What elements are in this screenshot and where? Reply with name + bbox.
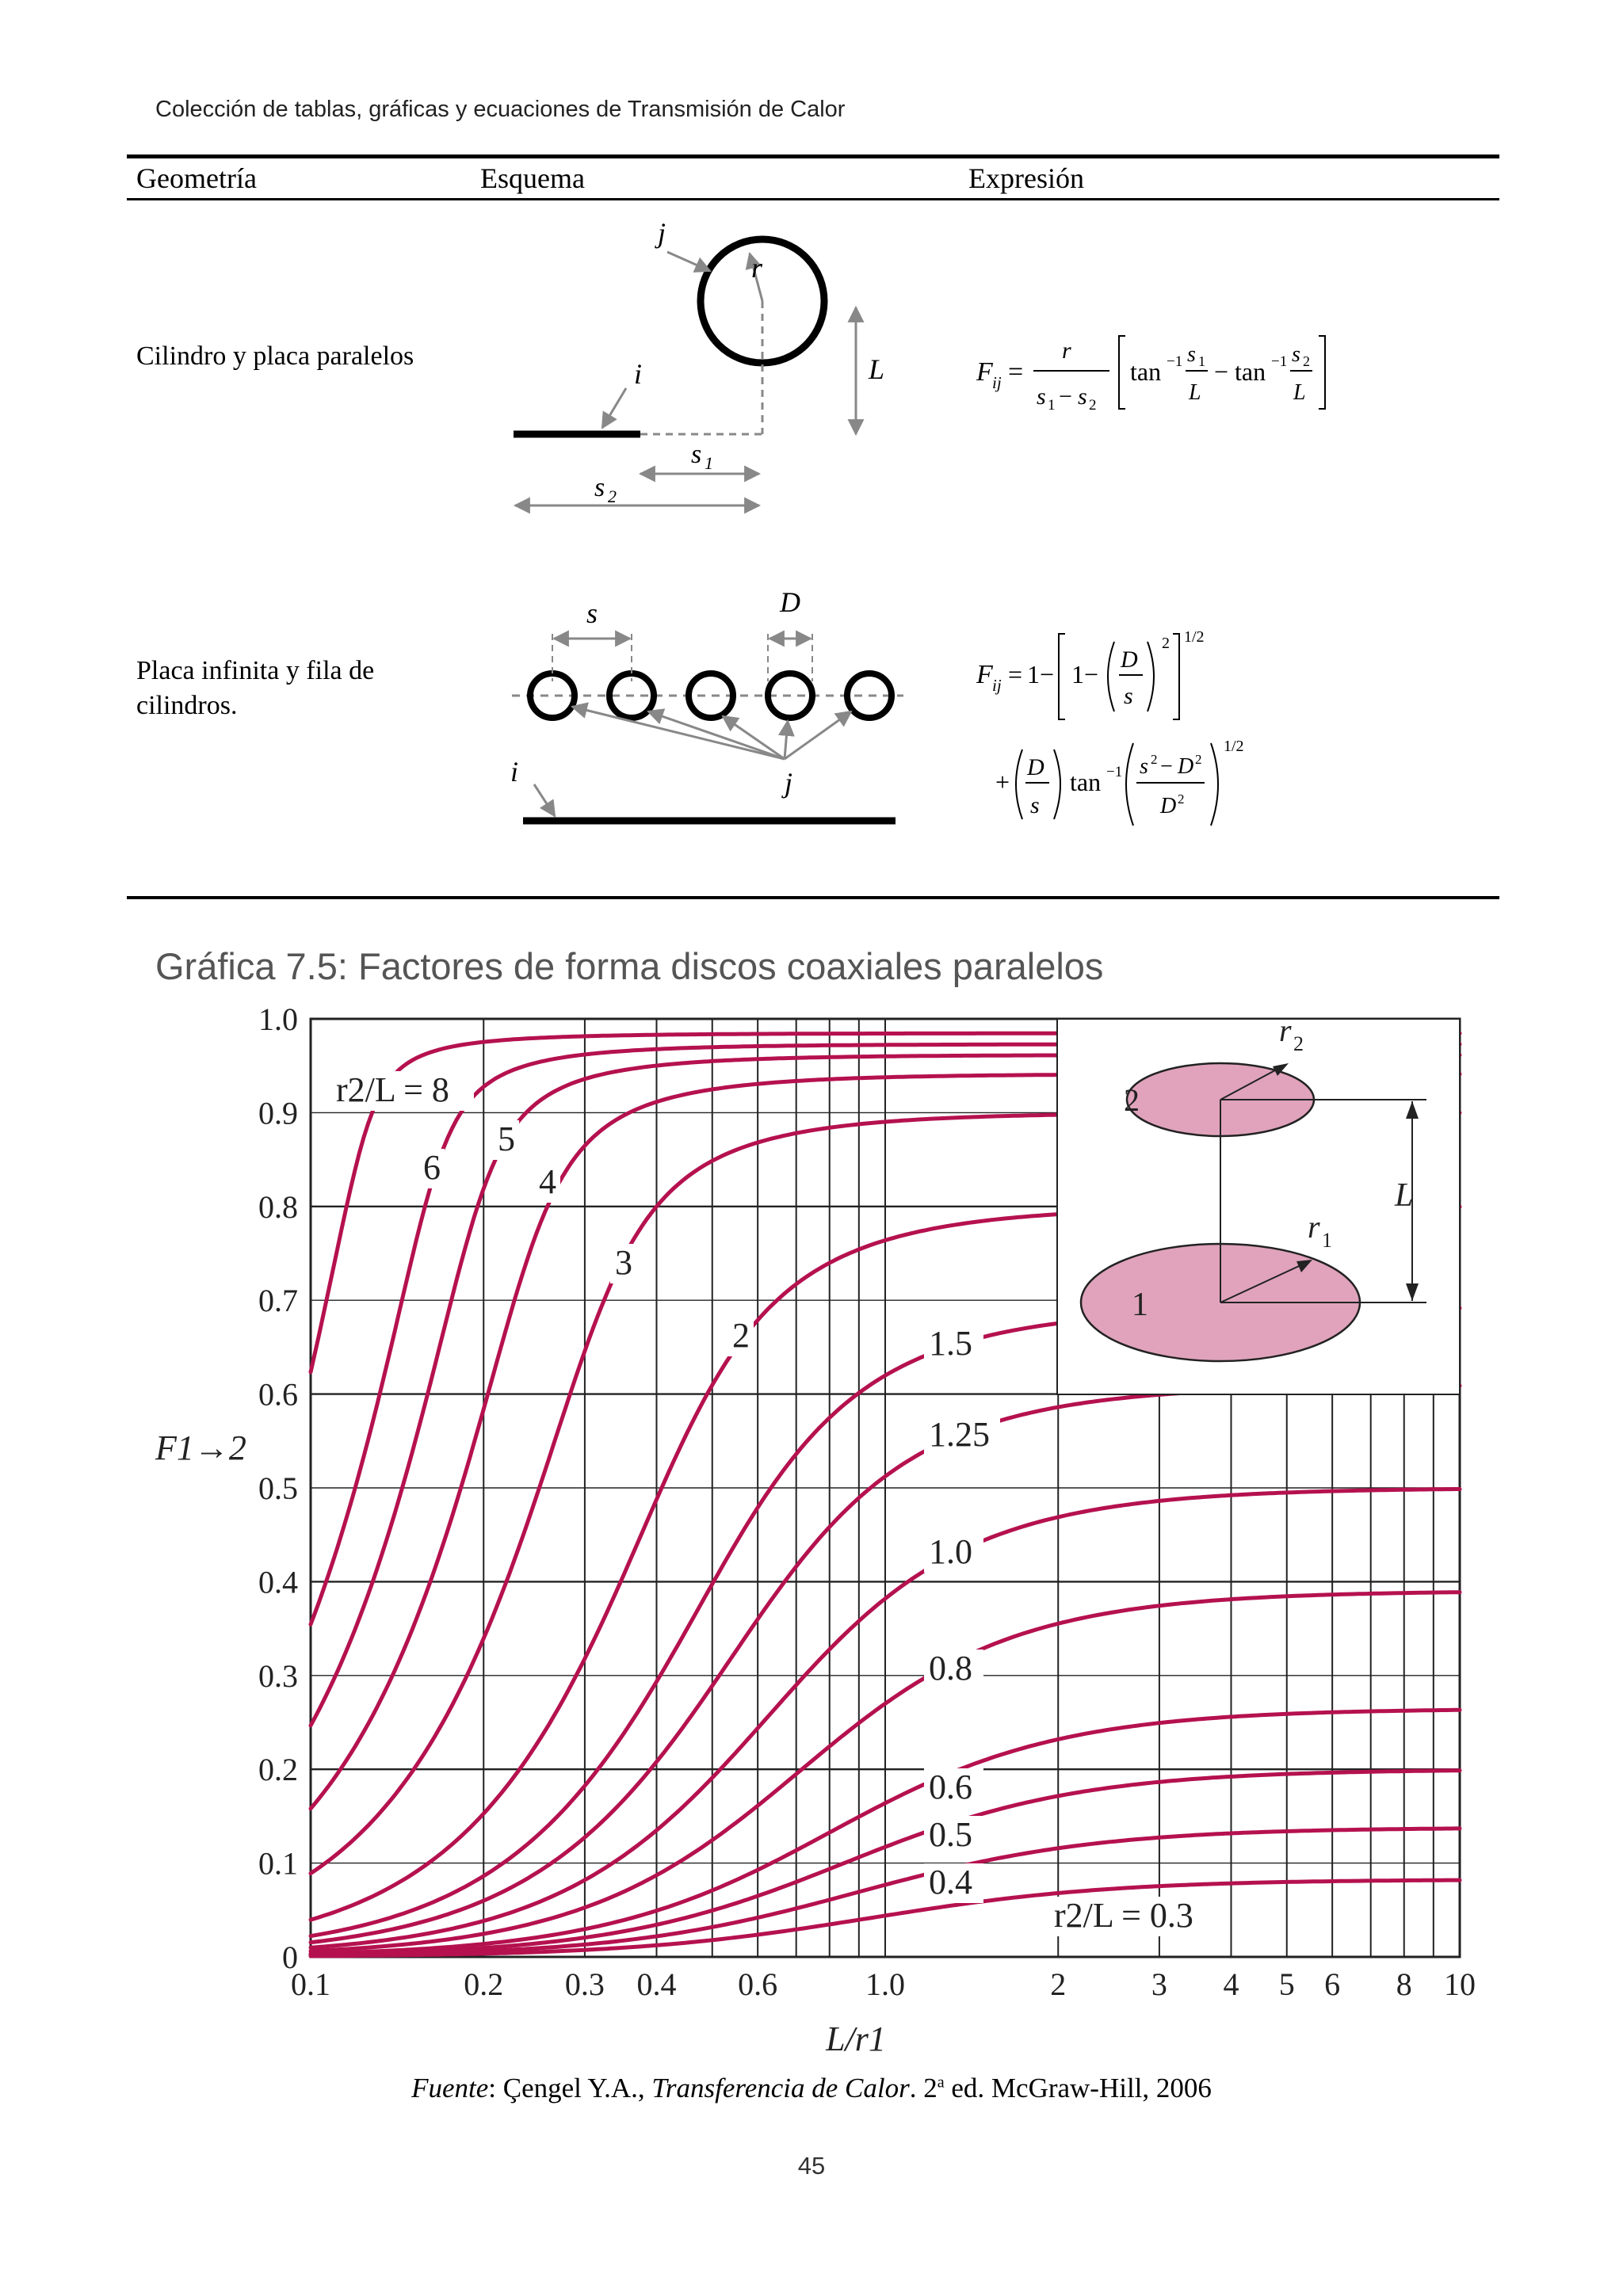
svg-text:s: s	[1292, 342, 1300, 367]
source-edition-pre: . 2	[909, 2073, 938, 2103]
x-tick-label: 3	[1151, 1966, 1167, 2002]
label-j: j	[658, 217, 666, 249]
svg-text:ij: ij	[992, 676, 1002, 695]
svg-text:s: s	[1030, 792, 1040, 818]
svg-text:2: 2	[1151, 752, 1158, 767]
curve-label: 1.0	[929, 1532, 972, 1571]
svg-text:−1: −1	[1167, 353, 1183, 370]
col-header-expression: Expresión	[968, 162, 1084, 194]
source-author: : Çengel Y.A.,	[488, 2073, 652, 2103]
view-factor-chart	[0, 982, 1623, 2068]
y-tick-label: 0.1	[258, 1845, 298, 1882]
x-tick-label: 5	[1278, 1966, 1295, 2002]
svg-text:s: s	[1124, 683, 1133, 709]
svg-text:s: s	[1037, 383, 1046, 410]
svg-text:s: s	[1078, 383, 1087, 410]
y-tick-label: 0.9	[258, 1095, 298, 1131]
svg-text:ij: ij	[992, 373, 1002, 392]
svg-text:1−: 1−	[1027, 660, 1055, 688]
label-i-row: i	[510, 756, 519, 788]
label-j-row: j	[785, 767, 793, 799]
label-s: s	[586, 597, 598, 629]
source-book: Transferencia de Calor	[651, 2073, 910, 2103]
label-s2: s	[594, 473, 605, 502]
label-s1-sub: 1	[705, 453, 713, 473]
y-tick-label: 0	[282, 1939, 298, 1975]
source-citation	[0, 2073, 1623, 2104]
svg-text:s: s	[1187, 342, 1196, 367]
curve-label: 3	[615, 1243, 632, 1282]
inset-r2-sub: 2	[1293, 1032, 1304, 1055]
svg-text:1: 1	[1198, 353, 1205, 369]
x-tick-label: 4	[1223, 1966, 1239, 2002]
label-s2-sub: 2	[608, 486, 617, 506]
x-tick-label: 10	[1444, 1966, 1476, 2002]
svg-text:1/2: 1/2	[1184, 628, 1205, 646]
y-tick-label: 0.4	[258, 1564, 298, 1600]
curve-label: 1.5	[929, 1324, 972, 1363]
x-tick-label: 0.3	[564, 1966, 605, 2002]
y-tick-label: 0.6	[258, 1376, 298, 1413]
curve-label: r2/L = 8	[336, 1070, 449, 1109]
svg-text:−1: −1	[1271, 353, 1288, 370]
col-header-scheme: Esquema	[480, 162, 585, 194]
y-tick-label: 0.7	[258, 1283, 298, 1319]
svg-text:1: 1	[1048, 397, 1056, 414]
svg-text:L: L	[1293, 380, 1306, 405]
svg-text:2: 2	[1178, 791, 1185, 807]
curve-label: 0.5	[929, 1815, 972, 1854]
svg-text:=: =	[1008, 357, 1024, 387]
x-tick-label: 0.6	[738, 1966, 778, 2002]
source-edition-sup: a	[937, 2073, 945, 2092]
geometry-line-2: cilindros.	[136, 691, 238, 720]
inset-r2-label: r	[1279, 1013, 1292, 1048]
j-ray-1	[572, 707, 785, 759]
label-L: L	[869, 353, 885, 385]
curve-label: 5	[498, 1119, 515, 1158]
geometry-cylinder-plate: Cilindro y placa paralelos	[136, 341, 414, 371]
label-r: r	[751, 252, 763, 284]
scheme-plate-cylinder-row	[0, 0, 1623, 903]
source-edition-post: ed. McGraw-Hill, 2006	[944, 2073, 1212, 2103]
x-tick-label: 2	[1050, 1966, 1067, 2002]
svg-text:s: s	[1140, 754, 1148, 779]
svg-text:2: 2	[1195, 752, 1202, 767]
svg-text:tan: tan	[1235, 357, 1266, 386]
inset-disk2-label: 2	[1124, 1082, 1140, 1118]
svg-text:−: −	[1214, 357, 1229, 386]
geometry-line-1: Placa infinita y fila de	[136, 656, 375, 685]
x-tick-label: 0.1	[291, 1966, 330, 2002]
svg-text:L: L	[1189, 380, 1201, 405]
curve-label: 4	[539, 1162, 556, 1201]
inset-r1-label: r	[1308, 1209, 1320, 1245]
graph-title: Gráfica 7.5: Factores de forma discos coaxiales paralelos	[155, 945, 1104, 987]
col-header-geometry: Geometría	[136, 162, 257, 194]
fij-formula-2	[976, 628, 1244, 826]
svg-text:D: D	[1121, 646, 1138, 673]
i-arrow-row	[534, 784, 555, 816]
svg-text:−: −	[1160, 754, 1173, 779]
running-header: Colección de tablas, gráficas y ecuaciones de Transmisión de Calor	[155, 97, 846, 122]
j-ray-4	[785, 721, 788, 759]
y-tick-label: 0.8	[258, 1188, 298, 1225]
inset-disk1-label: 1	[1132, 1287, 1148, 1323]
label-s1: s	[691, 440, 702, 469]
svg-text:D: D	[1178, 754, 1194, 779]
y-tick-label: 0.3	[258, 1657, 298, 1694]
y-axis-label: F1→2	[155, 1428, 246, 1467]
svg-text:tan: tan	[1130, 357, 1162, 386]
source-label: Fuente	[411, 2073, 489, 2103]
svg-text:D: D	[1027, 754, 1044, 780]
x-axis-label: L/r1	[826, 2019, 886, 2058]
curve-label: 2	[732, 1316, 750, 1355]
curve-label: 0.6	[929, 1768, 972, 1806]
svg-text:1−: 1−	[1071, 660, 1099, 688]
svg-text:D: D	[1160, 794, 1177, 818]
svg-text:2: 2	[1089, 397, 1097, 414]
svg-text:F: F	[976, 357, 993, 387]
svg-text:2: 2	[1303, 353, 1310, 369]
label-D: D	[780, 586, 800, 618]
svg-text:tan: tan	[1070, 768, 1102, 796]
svg-text:−: −	[1059, 383, 1072, 410]
curve-label: 0.4	[929, 1863, 972, 1901]
inset-r1-sub: 1	[1322, 1229, 1332, 1252]
equation-plate-cylinder-row	[967, 618, 1331, 832]
y-tick-label: 1.0	[258, 1001, 298, 1037]
svg-text:r: r	[1062, 338, 1071, 364]
page-number: 45	[797, 2152, 826, 2180]
svg-text:+: +	[995, 768, 1010, 796]
inset-L-label: L	[1395, 1177, 1414, 1214]
y-tick-label: 0.2	[258, 1752, 298, 1788]
x-tick-label: 0.4	[636, 1966, 677, 2002]
x-tick-label: 0.2	[464, 1966, 504, 2002]
svg-text:1/2: 1/2	[1224, 738, 1244, 755]
x-tick-label: 8	[1396, 1966, 1412, 2002]
curve-label: 1.25	[929, 1415, 990, 1454]
inset-diagram	[1057, 1013, 1460, 1394]
x-tick-label: 1.0	[865, 1966, 905, 2002]
label-i: i	[634, 358, 643, 390]
y-tick-label: 0.5	[258, 1470, 298, 1506]
svg-text:−1: −1	[1106, 764, 1123, 780]
curve-label: 0.8	[929, 1649, 972, 1688]
curve-label: 6	[423, 1148, 441, 1187]
svg-text:2: 2	[1162, 635, 1170, 652]
svg-text:F: F	[976, 660, 993, 689]
svg-text:=: =	[1008, 660, 1023, 688]
curve-label: r2/L = 0.3	[1054, 1896, 1193, 1935]
x-tick-label: 6	[1324, 1966, 1341, 2002]
